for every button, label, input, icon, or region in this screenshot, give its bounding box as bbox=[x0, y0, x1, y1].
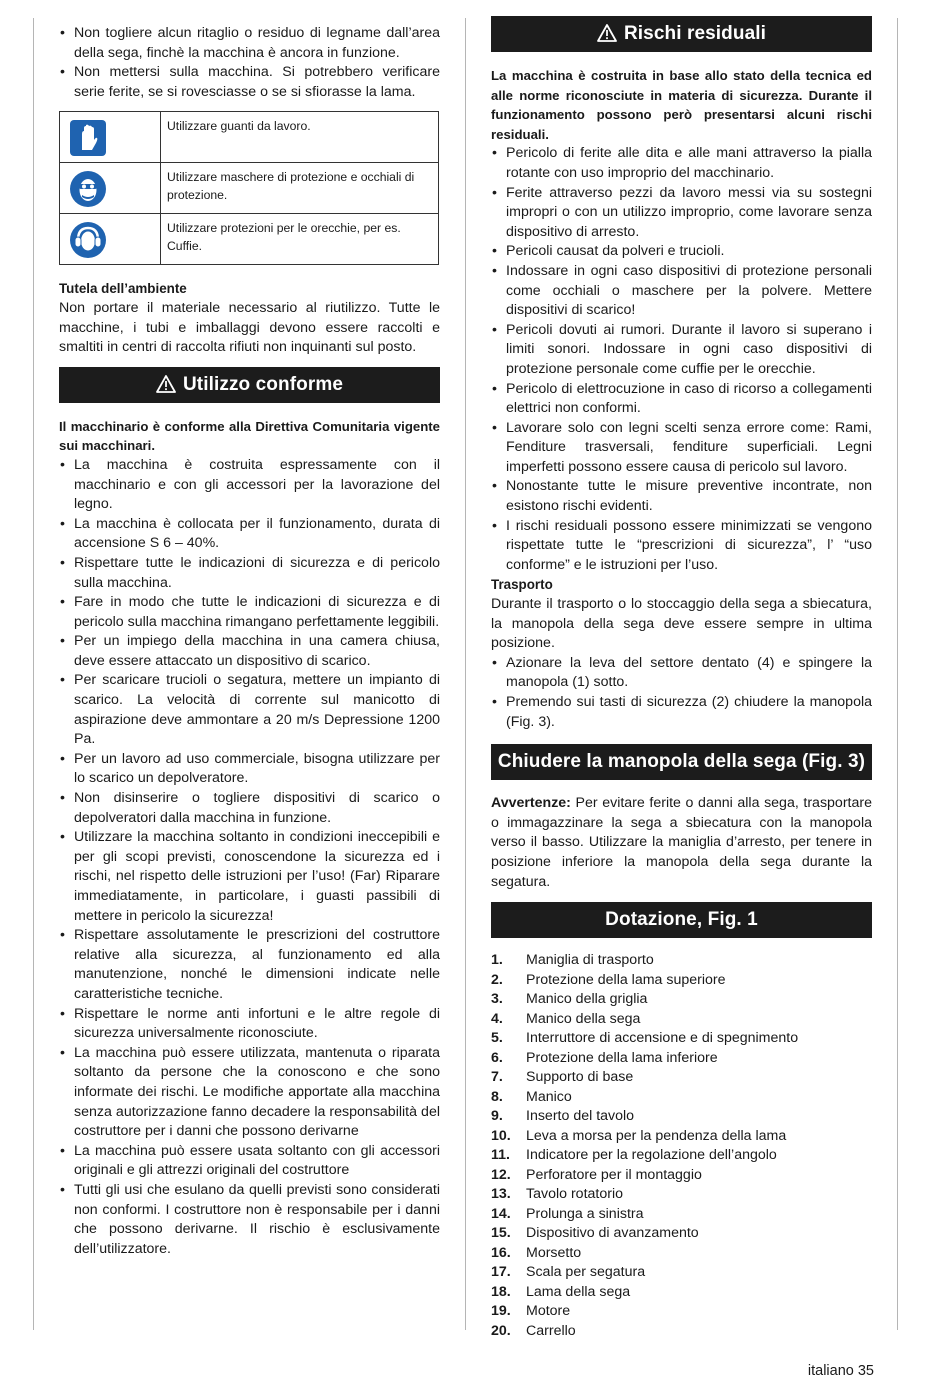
list-item bbox=[491, 1185, 872, 1205]
table-row bbox=[60, 214, 439, 265]
list-item bbox=[491, 1107, 872, 1127]
right-column bbox=[491, 16, 872, 1341]
item-number: 18. bbox=[491, 1283, 511, 1300]
list-item bbox=[491, 1049, 872, 1069]
list-item: • Tutti gli usi che esulano da quelli previsti sono considerati non conformi. I costruttore non è responsabile per i danni che possono derivarne. Il rischio è esclusivamente dell’utilizzatore. bbox=[59, 1181, 440, 1259]
warning-text: Per evitare ferite o danni alla sega, trasportare o immagazzinare la sega a sbiecatura con la manopola verso il basso. Utilizzare la maniglia d’arresto, per tenere in posizione inferiore la manopola della sega durante la segatura. bbox=[491, 795, 872, 890]
ppe-table bbox=[59, 111, 439, 265]
environment-title: Tutela dell’ambiente bbox=[59, 281, 187, 297]
list-item: • Indossare in ogni caso dispositivi di protezione personali come occhiali o maschere per la polvere. Mettere dispositivi di scarico! bbox=[491, 262, 872, 321]
item-number: 15. bbox=[491, 1225, 511, 1242]
item-label: Morsetto bbox=[526, 1244, 582, 1261]
table-row bbox=[60, 163, 439, 214]
warning-label: Avvertenze: bbox=[491, 795, 571, 812]
item-label: Manico della griglia bbox=[526, 991, 648, 1008]
warning-paragraph bbox=[491, 794, 872, 892]
item-label: Prolunga a sinistra bbox=[526, 1205, 644, 1222]
ear-protection-icon bbox=[70, 222, 106, 258]
usage-bullet-list bbox=[59, 456, 440, 1259]
list-item: • Rispettare le norme anti infortuni e le altre regole di sicurezza universalmente riconosciute. bbox=[59, 1005, 440, 1044]
table-row bbox=[60, 112, 439, 163]
list-item: • Utilizzare la macchina soltanto in condizioni ineccepibili e per gli scopi previsti, conoscendone la sicurezza ed i rischi, nel rispetto delle istruzioni per l’uso! (Far) Riparare immediatamente, in particolare, i guasti passibili di mettere in pericolo la sicurezza! bbox=[59, 828, 440, 926]
list-item bbox=[491, 1068, 872, 1088]
list-item: • Pericolo di ferite alle dita e alle mani attraverso la pialla rotante con uso improprio del macchinario. bbox=[491, 144, 872, 183]
list-item: • Lavorare solo con legni scelti senza errore come: Rami, Fenditure trasversali, fenditure superficiali. Legni imperfetti possono essere causa di pericolo sul lavoro. bbox=[491, 419, 872, 478]
item-label: Lama della sega bbox=[526, 1283, 631, 1300]
item-number: 9. bbox=[491, 1108, 503, 1125]
equipment-list bbox=[491, 951, 872, 1341]
item-number: 5. bbox=[491, 1030, 503, 1047]
list-item: • Ferite attraverso pezzi da lavoro messi via su sostegni impropri o con un utilizzo improprio, come lavorare senza dispositivo di arresto. bbox=[491, 184, 872, 243]
list-item: • Non togliere alcun ritaglio o residuo di legname dall’area della sega, finchè la macchina è ancora in funzione. bbox=[59, 24, 440, 63]
list-item bbox=[491, 951, 872, 971]
item-label: Maniglia di trasporto bbox=[526, 952, 654, 969]
usage-intro: Il macchinario è conforme alla Direttiva Comunitaria vigente sui macchinari. bbox=[59, 418, 440, 454]
item-number: 20. bbox=[491, 1322, 511, 1339]
environment-text: Non portare il materiale necessario al riutilizzo. Tutte le macchine, i tubi e imballaggi devono essere raccolti e smaltiti in centri di raccolta rifiuti non inquinanti sul posto. bbox=[59, 299, 440, 356]
ppe-text-cell: Utilizzare maschere di protezione e occhiali di protezione. bbox=[161, 163, 439, 214]
item-number: 13. bbox=[491, 1186, 511, 1203]
risk-bullet-list bbox=[491, 144, 872, 575]
warning-triangle-icon bbox=[597, 24, 617, 42]
risk-intro: La macchina è costruita in base allo stato della tecnica ed alle norme riconosciute in materia di sicurezza. Durante il funzionamento possono però presentarsi alcuni rischi residuali. bbox=[491, 68, 872, 142]
list-item bbox=[491, 1146, 872, 1166]
risk-heading-text: Rischi residuali bbox=[623, 23, 767, 44]
item-number: 17. bbox=[491, 1264, 511, 1281]
item-number: 7. bbox=[491, 1069, 503, 1086]
item-number: 16. bbox=[491, 1244, 511, 1261]
item-number: 19. bbox=[491, 1303, 511, 1320]
transport-bullet-list bbox=[491, 654, 872, 732]
list-item bbox=[491, 1010, 872, 1030]
close-saw-heading: Chiudere la manopola della sega (Fig. 3) bbox=[491, 744, 872, 780]
item-label: Manico della sega bbox=[526, 1010, 641, 1027]
item-label: Leva a morsa per la pendenza della lama bbox=[526, 1127, 787, 1144]
transport-title: Trasporto bbox=[491, 577, 553, 593]
list-item: • Nonostante tutte le misure preventive incontrate, non esistono rischi evidenti. bbox=[491, 477, 872, 516]
usage-heading bbox=[59, 367, 440, 403]
list-item bbox=[491, 1166, 872, 1186]
list-item bbox=[491, 971, 872, 991]
ppe-icon-cell bbox=[60, 214, 161, 265]
item-label: Carrello bbox=[526, 1322, 576, 1339]
list-item: • Pericoli dovuti ai rumori. Durante il lavoro si superano i limiti sonori. Indossare in ogni caso dispositivi di protezione personale come cuffie per le orecchie. bbox=[491, 321, 872, 380]
item-label: Perforatore per il montaggio bbox=[526, 1166, 702, 1183]
item-number: 12. bbox=[491, 1166, 511, 1183]
face-mask-goggles-icon bbox=[70, 171, 106, 207]
item-number: 14. bbox=[491, 1205, 511, 1222]
item-number: 6. bbox=[491, 1049, 503, 1066]
list-item bbox=[491, 1322, 872, 1342]
item-number: 8. bbox=[491, 1088, 503, 1105]
item-label: Protezione della lama superiore bbox=[526, 971, 726, 988]
list-item: • Azionare la leva del settore dentato (4) e spingere la manopola (1) sotto. bbox=[491, 654, 872, 693]
item-number: 3. bbox=[491, 991, 503, 1008]
ppe-icon-cell bbox=[60, 163, 161, 214]
list-item: • La macchina è collocata per il funzionamento, durata di accensione S 6 – 40%. bbox=[59, 515, 440, 554]
item-label: Supporto di base bbox=[526, 1069, 634, 1086]
list-item: • La macchina è costruita espressamente con il macchinario e con gli accessori per la lavorazione del legno. bbox=[59, 456, 440, 515]
risk-heading bbox=[491, 16, 872, 52]
list-item: • Per scaricare trucioli o segatura, mettere un impianto di scarico. La velocità di corrente sul manicotto di aspirazione deve ammontare a 20 m/s Depressione 1200 Pa. bbox=[59, 671, 440, 749]
list-item: • Rispettare tutte le indicazioni di sicurezza e di pericolo sulla macchina. bbox=[59, 554, 440, 593]
item-label: Protezione della lama inferiore bbox=[526, 1049, 718, 1066]
list-item bbox=[491, 1088, 872, 1108]
item-label: Interruttore di accensione e di spegnimento bbox=[526, 1030, 799, 1047]
list-item: • Premendo sui tasti di sicurezza (2) chiudere la manopola (Fig. 3). bbox=[491, 693, 872, 732]
item-number: 11. bbox=[491, 1147, 510, 1164]
top-bullet-list bbox=[59, 24, 440, 102]
equipment-heading: Dotazione, Fig. 1 bbox=[491, 902, 872, 938]
gloves-icon bbox=[70, 120, 106, 156]
list-item: • La macchina può essere utilizzata, mantenuta o riparata soltanto da persone che la conoscono e che sono informate dei rischi. Le modifiche apportate alla macchina senza autorizzazione fanno decadere la responsabilità del costruttore per i danni che possono derivarne bbox=[59, 1044, 440, 1142]
item-label: Dispositivo di avanzamento bbox=[526, 1225, 699, 1242]
usage-heading-text: Utilizzo conforme bbox=[182, 373, 344, 395]
list-item: • Non disinserire o togliere dispositivi di scarico o depolveratori dalla macchina in funzione. bbox=[59, 789, 440, 828]
list-item: • Per un impiego della macchina in una camera chiusa, deve essere attaccato un dispositivo di scarico. bbox=[59, 632, 440, 671]
item-label: Motore bbox=[526, 1303, 571, 1320]
list-item bbox=[491, 1283, 872, 1303]
ppe-text-cell: Utilizzare protezioni per le orecchie, per es. Cuffie. bbox=[161, 214, 439, 265]
item-label: Manico bbox=[526, 1088, 572, 1105]
list-item: • Pericolo di elettrocuzione in caso di ricorso a collegamenti elettrici non conformi. bbox=[491, 380, 872, 419]
list-item bbox=[491, 1029, 872, 1049]
list-item bbox=[491, 1263, 872, 1283]
page-footer: italiano 35 bbox=[807, 1363, 874, 1379]
item-label: Tavolo rotatorio bbox=[526, 1186, 623, 1203]
list-item bbox=[491, 1205, 872, 1225]
list-item bbox=[491, 990, 872, 1010]
ppe-icon-cell bbox=[60, 112, 161, 163]
item-label: Indicatore per la regolazione dell’angolo bbox=[526, 1147, 777, 1164]
list-item: • La macchina può essere usata soltanto con gli accessori originali e gli attrezzi originali del costruttore bbox=[59, 1142, 440, 1181]
list-item: • Non mettersi sulla macchina. Si potrebbero verificare serie ferite, se si rovesciasse o se si sfiorasse la lama. bbox=[59, 63, 440, 102]
right-margin-rule bbox=[897, 18, 898, 1330]
item-label: Inserto del tavolo bbox=[526, 1108, 635, 1125]
list-item: • Rispettare assolutamente le prescrizioni del costruttore relative alla sicurezza, al funzionamento ed alla manutenzione, nonché le dimensioni indicate nelle caratteristiche tecniche. bbox=[59, 926, 440, 1004]
transport-text: Durante il trasporto o lo stoccaggio della sega a sbiecatura, la manopola della sega deve essere sempre in ultima posizione. bbox=[491, 596, 872, 652]
item-number: 10. bbox=[491, 1127, 511, 1144]
left-column bbox=[59, 24, 440, 1259]
warning-triangle-icon bbox=[156, 375, 176, 393]
item-label: Scala per segatura bbox=[526, 1264, 646, 1281]
ppe-text-cell: Utilizzare guanti da lavoro. bbox=[161, 112, 439, 163]
item-number: 2. bbox=[491, 971, 503, 988]
list-item: • Pericoli causat da polveri e trucioli. bbox=[491, 242, 872, 262]
list-item bbox=[491, 1244, 872, 1264]
center-divider-rule bbox=[465, 18, 466, 1330]
left-margin-rule bbox=[33, 18, 34, 1330]
list-item bbox=[491, 1224, 872, 1244]
list-item: • I rischi residuali possono essere minimizzati se vengono rispettate tutte le “prescrizioni di sicurezza”, l’ “uso conforme” e le istruzioni per l’uso. bbox=[491, 517, 872, 576]
list-item: • Per un lavoro ad uso commerciale, bisogna utilizzare per lo scarico un depolveratore. bbox=[59, 750, 440, 789]
item-number: 4. bbox=[491, 1010, 503, 1027]
list-item bbox=[491, 1302, 872, 1322]
item-number: 1. bbox=[491, 952, 503, 969]
list-item bbox=[491, 1127, 872, 1147]
list-item: • Fare in modo che tutte le indicazioni di sicurezza e di pericolo sulla macchina rimangano perfettamente leggibili. bbox=[59, 593, 440, 632]
